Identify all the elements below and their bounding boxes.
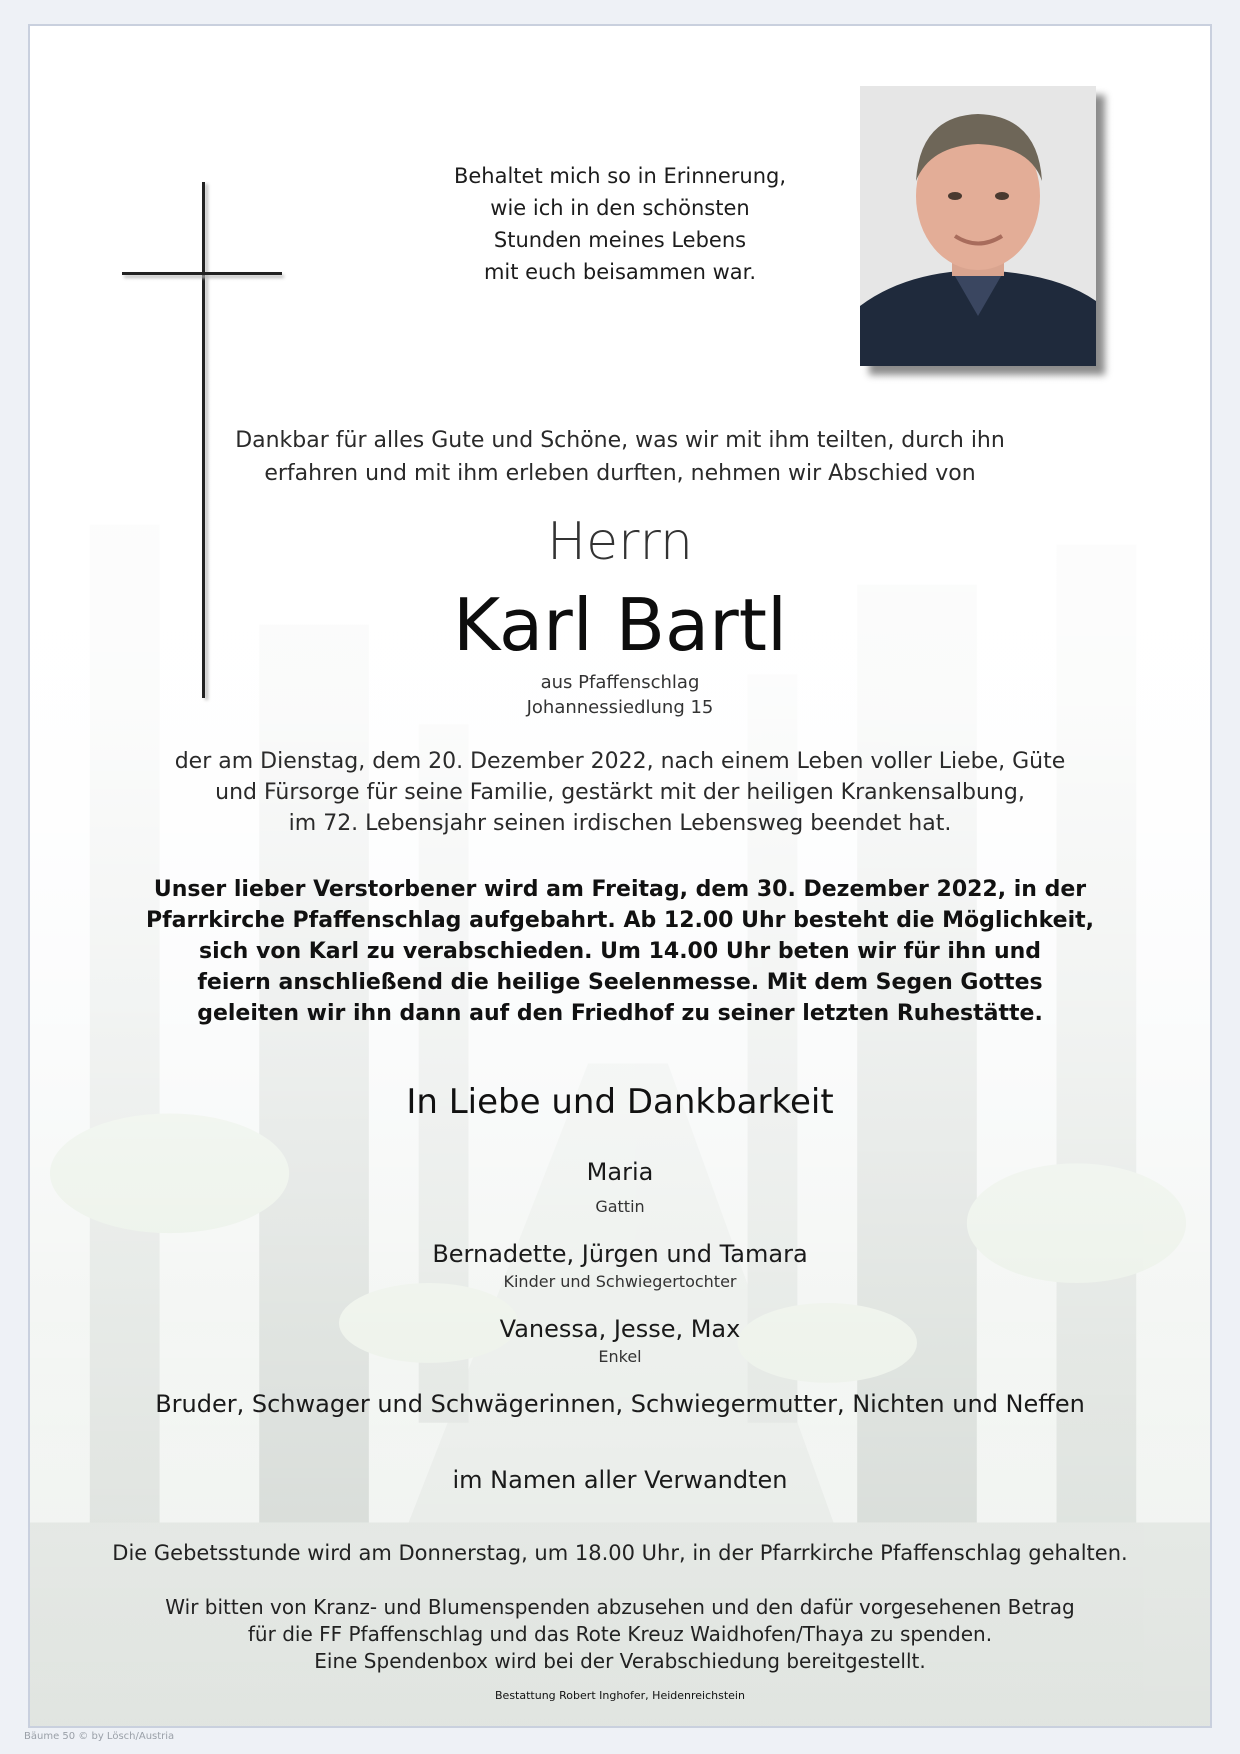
donation-line: Eine Spendenbox wird bei der Verabschiedung bereitgestellt. — [314, 1649, 926, 1673]
address — [0, 670, 1240, 720]
intro-text — [0, 424, 1240, 490]
memorial-quote — [0, 160, 1240, 288]
quote-line: wie ich in den schönsten — [490, 196, 750, 220]
funeral-info-line: Unser lieber Verstorbener wird am Freitag, dem 30. Dezember 2022, in der — [153, 877, 1087, 902]
family-member-name: Vanessa, Jesse, Max — [499, 1315, 741, 1343]
donation-line: für die FF Pfaffenschlag und das Rote Kreuz Waidhofen/Thaya zu spenden. — [247, 1622, 993, 1646]
intro-line: Dankbar für alles Gute und Schöne, was wir mit ihm teilten, durch ihn — [235, 428, 1005, 453]
funeral-info-line: Pfarrkirche Pfaffenschlag aufgebahrt. Ab 12.00 Uhr besteht die Möglichkeit, — [145, 908, 1094, 933]
intro-line: erfahren und mit ihm erleben durften, nehmen wir Abschied von — [264, 461, 976, 486]
family-member-relation: Gattin — [595, 1197, 645, 1216]
closing-heading: In Liebe und Dankbarkeit — [406, 1082, 834, 1122]
address-line: aus Pfaffenschlag — [540, 672, 700, 693]
undertaker-credit: Bestattung Robert Inghofer, Heidenreichstein — [495, 1689, 745, 1702]
image-credit: Bäume 50 © by Lösch/Austria — [24, 1731, 175, 1742]
prayer-hour-notice: Die Gebetsstunde wird am Donnerstag, um 18.00 Uhr, in der Pfarrkirche Pfaffenschlag gehalten. — [112, 1541, 1128, 1565]
funeral-info — [0, 874, 1240, 1029]
family-member-name: Maria — [586, 1158, 654, 1186]
quote-line: mit euch beisammen war. — [483, 260, 757, 284]
death-notice-line: der am Dienstag, dem 20. Dezember 2022, nach einem Leben voller Liebe, Güte — [174, 749, 1066, 774]
family-member-name: Bernadette, Jürgen und Tamara — [432, 1240, 808, 1268]
salutation: Herrn — [547, 512, 693, 572]
address-line: Johannessiedlung 15 — [526, 697, 714, 718]
family-member-relation: Enkel — [598, 1347, 642, 1366]
family-member-relation: Kinder und Schwiegertochter — [503, 1272, 737, 1291]
donation-notice — [0, 1594, 1240, 1675]
other-relatives: Bruder, Schwager und Schwägerinnen, Schwiegermutter, Nichten und Neffen — [155, 1390, 1085, 1418]
quote-line: Stunden meines Lebens — [493, 228, 747, 252]
on-behalf-line: im Namen aller Verwandten — [452, 1466, 788, 1494]
funeral-info-line: feiern anschließend die heilige Seelenmesse. Mit dem Segen Gottes — [197, 970, 1043, 995]
deceased-name: Karl Bartl — [453, 583, 787, 667]
donation-line: Wir bitten von Kranz- und Blumenspenden abzusehen und den dafür vorgesehenen Betrag — [165, 1595, 1075, 1619]
death-notice-line: und Fürsorge für seine Familie, gestärkt mit der heiligen Krankensalbung, — [215, 780, 1025, 805]
death-notice — [0, 746, 1240, 839]
death-notice-line: im 72. Lebensjahr seinen irdischen Lebensweg beendet hat. — [288, 811, 952, 836]
funeral-info-line: sich von Karl zu verabschieden. Um 14.00 Uhr beten wir für ihn und — [198, 939, 1042, 964]
funeral-info-line: geleiten wir ihn dann auf den Friedhof zu seiner letzten Ruhestätte. — [197, 1001, 1043, 1026]
quote-line: Behaltet mich so in Erinnerung, — [453, 164, 787, 188]
